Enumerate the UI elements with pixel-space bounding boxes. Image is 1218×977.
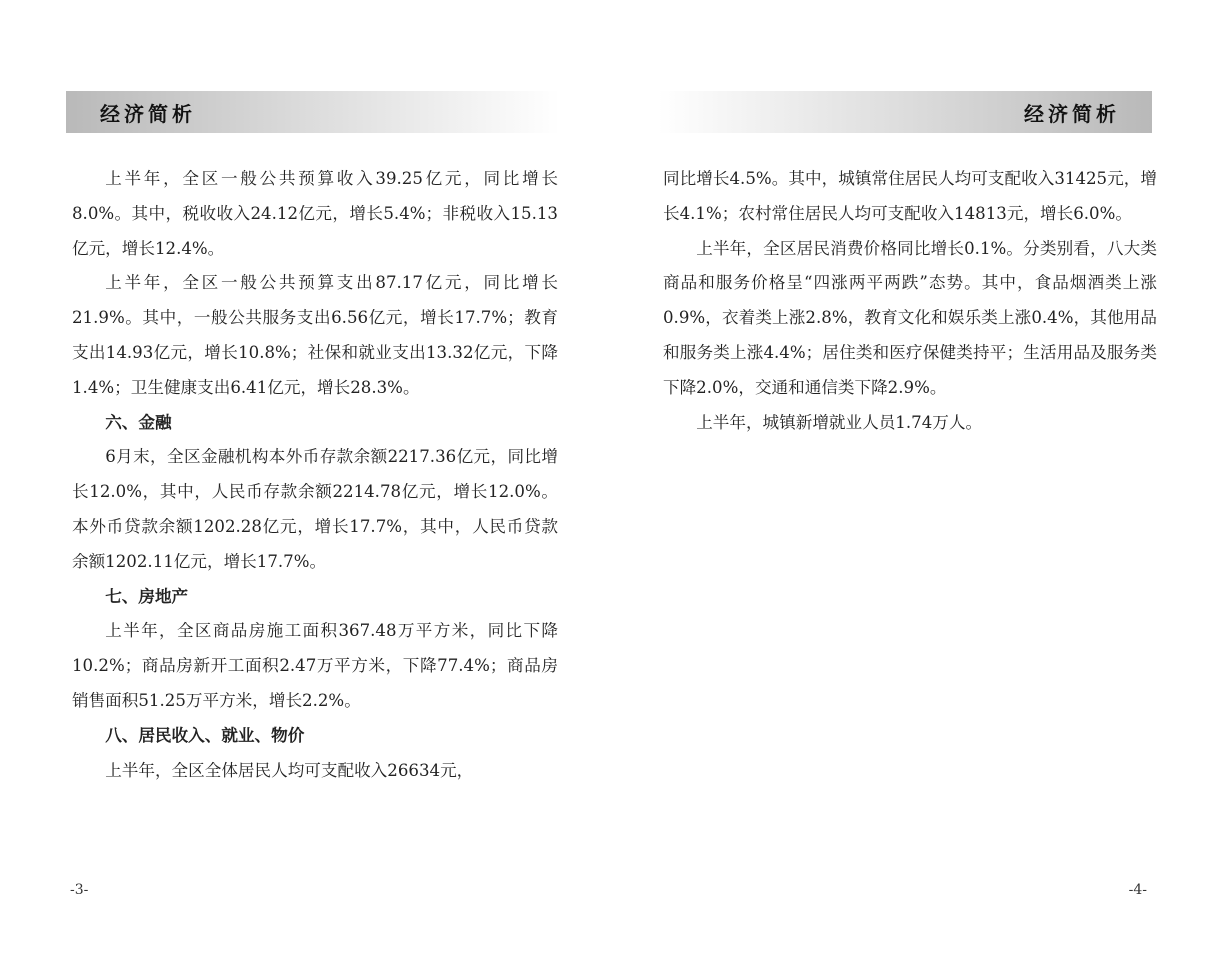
paragraph-real-estate: 上半年，全区商品房施工面积367.48万平方米，同比下降10.2%；商品房新开工面积2.47万平方米，下降77.4%；商品房销售面积51.25万平方米，增长2.2%。 — [72, 621, 558, 710]
section-heading-income: 八、居民收入、就业、物价 — [105, 725, 305, 745]
header-title: 经济简析 — [1024, 101, 1120, 126]
left-page-body — [72, 162, 558, 788]
paragraph-finance: 6月末，全区金融机构本外币存款余额2217.36亿元，同比增长12.0%，其中，人民币存款余额2214.78亿元，增长12.0%。本外币贷款余额1202.28亿元，增长17.7%，其中，人民币贷款余额1202.11亿元，增长17.7%。 — [72, 447, 558, 571]
right-page-header — [658, 91, 1152, 133]
paragraph-cpi: 上半年，全区居民消费价格同比增长0.1%。分类别看，八大类商品和服务价格呈“四涨两平两跌”态势。其中，食品烟酒类上涨0.9%，衣着类上涨2.8%，教育文化和娱乐类上涨0.4%，其他用品和服务类上涨4.4%；居住类和医疗保健类持平；生活用品及服务类下降2.0%，交通和通信类下降2.9%。 — [663, 238, 1157, 397]
page-number: -3- — [70, 882, 89, 898]
page-number: -4- — [1128, 882, 1147, 898]
section-heading-finance: 六、金融 — [105, 412, 172, 432]
paragraph-income-start: 上半年，全区全体居民人均可支配收入26634元， — [105, 760, 474, 780]
right-page — [609, 0, 1218, 977]
paragraph-employment: 上半年，城镇新增就业人员1.74万人。 — [696, 412, 983, 432]
header-title: 经济简析 — [100, 101, 196, 126]
right-page-body — [663, 162, 1157, 440]
paragraph-income-continued: 同比增长4.5%。其中，城镇常住居民人均可支配收入31425元，增长4.1%；农村常住居民人均可支配收入14813元，增长6.0%。 — [663, 169, 1157, 223]
paragraph-budget-expense: 上半年，全区一般公共预算支出87.17亿元，同比增长21.9%。其中，一般公共服务支出6.56亿元，增长17.7%；教育支出14.93亿元，增长10.8%；社保和就业支出13.32亿元，下降1.4%；卫生健康支出6.41亿元，增长28.3%。 — [72, 273, 558, 397]
section-heading-real-estate: 七、房地产 — [105, 586, 189, 606]
paragraph-budget-income: 上半年，全区一般公共预算收入39.25亿元，同比增长8.0%。其中，税收收入24.12亿元，增长5.4%；非税收入15.13亿元，增长12.4%。 — [72, 169, 558, 258]
left-page-header — [66, 91, 560, 133]
